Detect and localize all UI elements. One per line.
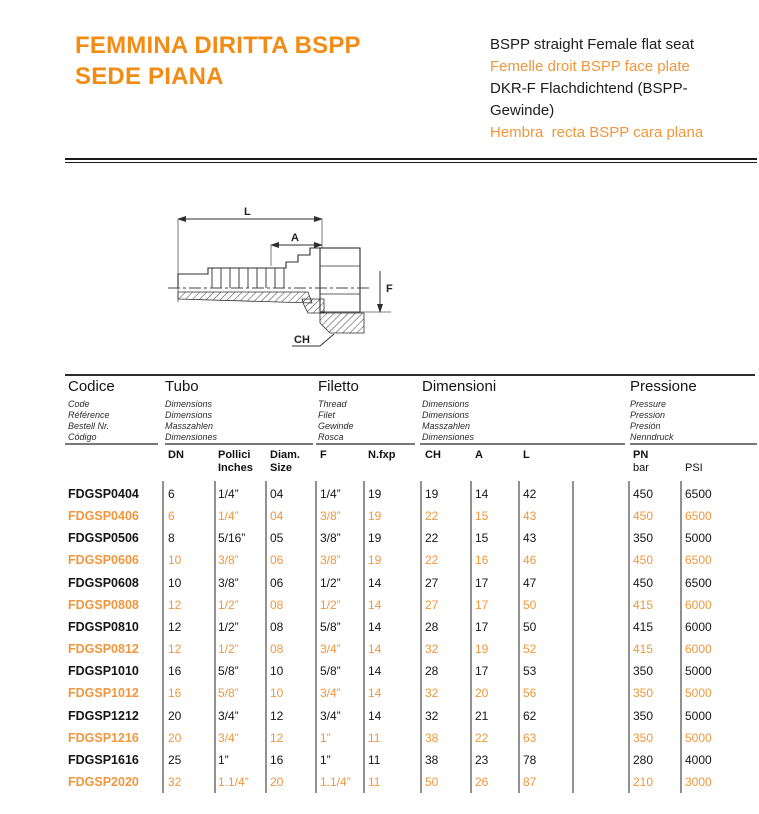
group-title: Filetto <box>318 378 359 395</box>
column-header-pn <box>633 449 649 475</box>
column-group-tubo <box>165 378 217 443</box>
subtitle-line: BSPP straight Female flat seat <box>490 36 694 53</box>
table-cell: 5000 <box>685 730 712 745</box>
table-cell: 20 <box>168 708 182 723</box>
table-cell: 14 <box>368 664 382 679</box>
table-row <box>0 771 759 793</box>
hatched-nut-section <box>320 313 364 333</box>
column-header-diam <box>270 449 300 475</box>
table-cell: 14 <box>368 619 382 634</box>
table-cell: 38 <box>425 752 439 767</box>
table-cell: 5/16” <box>218 531 246 546</box>
group-subtitle: Pression <box>630 410 666 420</box>
table-cell: 26 <box>475 774 489 789</box>
table-cell: 20 <box>475 686 489 701</box>
part-code: FDGSP0506 <box>68 531 139 546</box>
table-cell: 1/4” <box>218 509 239 524</box>
table-cell: 10 <box>168 553 182 568</box>
table-cell: 5/8” <box>218 686 239 701</box>
table-row <box>0 660 759 682</box>
table-cell: 210 <box>633 774 654 789</box>
part-code: FDGSP0608 <box>68 575 139 590</box>
table-cell: 3/4” <box>320 686 341 701</box>
table-cell: 6500 <box>685 509 712 524</box>
table-cell: 5000 <box>685 708 712 723</box>
table-cell: 350 <box>633 708 654 723</box>
table-row <box>0 549 759 571</box>
column-header-line1: A <box>475 449 483 461</box>
header-mid-rule <box>420 443 625 445</box>
table-cell: 17 <box>475 664 489 679</box>
table-cell: 450 <box>633 487 654 501</box>
column-header-pollici <box>218 449 253 475</box>
table-cell: 14 <box>368 686 382 701</box>
serration-lines <box>212 268 284 288</box>
table-cell: 415 <box>633 642 654 657</box>
table-cell: 6500 <box>685 575 712 590</box>
table-cell: 50 <box>523 619 537 634</box>
column-header-line1 <box>685 449 703 462</box>
table-cell: 47 <box>523 575 537 590</box>
table-row <box>0 572 759 594</box>
table-cell: 38 <box>425 730 439 745</box>
group-subtitle: Référence <box>68 410 110 420</box>
column-header-nfxp <box>368 449 396 462</box>
table-cell: 28 <box>425 619 439 634</box>
header-mid-rule <box>316 443 415 445</box>
table-cell: 15 <box>475 509 489 524</box>
table-cell: 32 <box>425 708 439 723</box>
group-subtitle: Dimensions <box>422 399 470 409</box>
table-cell: 5/8” <box>320 619 341 634</box>
table-cell: 11 <box>368 730 381 745</box>
table-cell: 415 <box>633 597 654 612</box>
part-code: FDGSP1616 <box>68 752 139 767</box>
table-cell: 27 <box>425 575 439 590</box>
table-cell: 5000 <box>685 686 712 701</box>
group-title: Dimensioni <box>422 378 497 395</box>
table-cell: 16 <box>475 553 489 568</box>
table-cell: 1/2” <box>320 597 341 612</box>
table-cell: 5000 <box>685 531 712 546</box>
table-cell: 16 <box>168 664 182 679</box>
table-cell: 350 <box>633 531 654 546</box>
table-cell: 3/8” <box>320 553 341 568</box>
table-row <box>0 749 759 771</box>
column-group-pressione <box>630 378 697 443</box>
group-title: Pressione <box>630 378 697 395</box>
page-title-line2: SEDE PIANA <box>75 63 224 90</box>
table-cell: 6000 <box>685 597 712 612</box>
column-header-line1: Diam. <box>270 449 300 461</box>
table-cell: 3/4” <box>218 730 239 745</box>
table-cell: 53 <box>523 664 537 679</box>
table-cell: 6000 <box>685 642 712 657</box>
table-cell: 10 <box>168 575 182 590</box>
table-row <box>0 505 759 527</box>
table-cell: 17 <box>475 619 489 634</box>
table-cell: 43 <box>523 509 537 524</box>
table-cell: 14 <box>368 642 382 657</box>
table-cell: 22 <box>425 553 439 568</box>
column-header-dn <box>168 449 184 462</box>
fitting-profile <box>178 248 320 288</box>
header-mid-rule <box>165 443 313 445</box>
table-cell: 63 <box>523 730 537 745</box>
table-cell: 08 <box>270 642 284 657</box>
group-subtitle: Rosca <box>318 432 344 442</box>
table-row <box>0 483 759 505</box>
table-cell: 8 <box>168 531 175 546</box>
table-cell: 14 <box>368 575 382 590</box>
table-cell: 11 <box>368 752 381 767</box>
table-cell: 04 <box>270 509 284 524</box>
group-subtitle: Nenndruck <box>630 432 674 442</box>
column-header-psi <box>685 449 703 475</box>
group-subtitle: Pressure <box>630 399 667 409</box>
table-cell: 1/2” <box>218 642 239 657</box>
table-cell: 12 <box>270 730 284 745</box>
page-title-line1: FEMMINA DIRITTA BSPP <box>75 32 361 59</box>
subtitle-line: Hembra recta BSPP cara plana <box>490 124 704 141</box>
column-header-line2: bar <box>633 462 649 474</box>
table-cell: 16 <box>270 752 284 767</box>
column-header-line1: L <box>523 449 530 461</box>
table-cell: 19 <box>368 487 382 501</box>
table-cell: 19 <box>475 642 489 657</box>
table-cell: 06 <box>270 553 284 568</box>
table-cell: 25 <box>168 752 182 767</box>
table-cell: 3/8” <box>218 575 239 590</box>
table-cell: 42 <box>523 487 537 501</box>
part-code: FDGSP1012 <box>68 686 139 701</box>
table-cell: 3/4” <box>320 642 341 657</box>
table-cell: 08 <box>270 619 284 634</box>
part-code: FDGSP1212 <box>68 708 139 723</box>
group-subtitle: Dimensiones <box>165 432 218 442</box>
table-cell: 6500 <box>685 487 712 501</box>
group-subtitle: Presión <box>630 421 661 431</box>
part-code: FDGSP0808 <box>68 597 139 612</box>
subtitle-line: Femelle droit BSPP face plate <box>490 58 690 75</box>
part-code: FDGSP2020 <box>68 774 139 789</box>
table-row <box>0 527 759 549</box>
table-cell: 3/8” <box>320 509 341 524</box>
table-cell: 22 <box>475 730 489 745</box>
table-cell: 32 <box>425 686 439 701</box>
table-cell: 04 <box>270 487 284 501</box>
table-cell: 87 <box>523 774 537 789</box>
table-cell: 19 <box>368 553 382 568</box>
group-subtitle: Código <box>68 432 97 442</box>
group-subtitle: Filet <box>318 410 336 420</box>
table-cell: 450 <box>633 509 654 524</box>
column-header-line2: Size <box>270 462 293 474</box>
table-cell: 1/4” <box>218 487 239 501</box>
table-cell: 10 <box>270 664 284 679</box>
part-code: FDGSP0404 <box>68 487 139 501</box>
table-cell: 450 <box>633 553 654 568</box>
column-group-codice <box>68 378 115 443</box>
table-cell: 1.1/4” <box>320 774 351 789</box>
table-cell: 1” <box>320 752 331 767</box>
table-cell: 12 <box>270 708 284 723</box>
group-subtitle: Dimensiones <box>422 432 475 442</box>
table-cell: 6 <box>168 509 175 524</box>
column-header-line1: F <box>320 449 327 461</box>
hex-nut <box>320 248 360 312</box>
table-row <box>0 705 759 727</box>
group-subtitle: Dimensions <box>165 399 213 409</box>
part-code: FDGSP1216 <box>68 730 139 745</box>
group-subtitle: Dimensions <box>165 410 213 420</box>
group-subtitle: Gewinde <box>318 421 354 431</box>
table-cell: 6 <box>168 487 175 501</box>
table-cell: 14 <box>368 708 382 723</box>
table-cell: 450 <box>633 575 654 590</box>
table-cell: 28 <box>425 664 439 679</box>
table-cell: 6500 <box>685 553 712 568</box>
table-cell: 17 <box>475 597 489 612</box>
table-cell: 19 <box>368 509 382 524</box>
group-subtitle: Dimensions <box>422 410 470 420</box>
hatched-collar <box>302 299 324 313</box>
column-header-a <box>475 449 483 462</box>
group-subtitle: Masszahlen <box>165 421 214 431</box>
column-header-line2: Inches <box>218 462 253 474</box>
table-cell: 11 <box>368 774 381 789</box>
table-cell: 23 <box>475 752 489 767</box>
table-cell: 5/8” <box>320 664 341 679</box>
part-code: FDGSP0810 <box>68 619 139 634</box>
column-group-filetto <box>318 378 359 443</box>
table-cell: 21 <box>475 708 489 723</box>
header-divider <box>65 158 757 163</box>
group-subtitle: Masszahlen <box>422 421 471 431</box>
group-title: Tubo <box>165 378 199 395</box>
technical-drawing <box>158 192 458 360</box>
table-cell: 12 <box>168 597 182 612</box>
header-mid-rule <box>65 443 158 445</box>
table-cell: 14 <box>368 597 382 612</box>
table-cell: 5000 <box>685 664 712 679</box>
table-cell: 06 <box>270 575 284 590</box>
column-header-line2: PSI <box>685 462 703 474</box>
extension-lines <box>178 219 322 302</box>
column-header-l <box>523 449 530 462</box>
subtitle-block <box>490 34 703 144</box>
table-cell: 78 <box>523 752 537 767</box>
table-cell: 1” <box>218 752 229 767</box>
table-cell: 350 <box>633 664 654 679</box>
table-cell: 3/8” <box>218 553 239 568</box>
part-code: FDGSP1010 <box>68 664 139 679</box>
group-title: Codice <box>68 378 115 395</box>
part-code: FDGSP0812 <box>68 642 139 657</box>
column-header-line1: CH <box>425 449 441 461</box>
table-cell: 19 <box>368 531 382 546</box>
table-top-rule <box>65 374 755 376</box>
column-header-f <box>320 449 327 462</box>
table-cell: 32 <box>425 642 439 657</box>
table-cell: 4000 <box>685 752 712 767</box>
table-cell: 3000 <box>685 774 712 789</box>
table-cell: 22 <box>425 531 439 546</box>
part-code: FDGSP0606 <box>68 553 139 568</box>
column-header-line1: N.fxp <box>368 449 396 461</box>
table-row <box>0 594 759 616</box>
table-cell: 6000 <box>685 619 712 634</box>
table-row <box>0 682 759 704</box>
table-cell: 3/8” <box>320 531 341 546</box>
part-code: FDGSP0406 <box>68 509 139 524</box>
table-cell: 15 <box>475 531 489 546</box>
column-group-dimensioni <box>422 378 496 443</box>
table-cell: 22 <box>425 509 439 524</box>
table-cell: 14 <box>475 487 489 501</box>
subtitle-line: Gewinde) <box>490 102 555 119</box>
table-cell: 1/2” <box>218 597 239 612</box>
group-subtitle: Code <box>68 399 90 409</box>
table-cell: 3/4” <box>320 708 341 723</box>
table-cell: 62 <box>523 708 537 723</box>
dim-label-CH: CH <box>294 334 310 346</box>
table-cell: 17 <box>475 575 489 590</box>
table-row <box>0 616 759 638</box>
table-cell: 20 <box>168 730 182 745</box>
header-mid-rule <box>630 443 757 445</box>
hatched-sleeve <box>178 292 312 303</box>
table-cell: 1/2” <box>218 619 239 634</box>
column-header-line1: DN <box>168 449 184 461</box>
table-row <box>0 638 759 660</box>
column-header-line1: PN <box>633 449 649 461</box>
table-cell: 1” <box>320 730 331 745</box>
column-header-ch <box>425 449 441 462</box>
table-cell: 1.1/4” <box>218 774 249 789</box>
table-cell: 46 <box>523 553 537 568</box>
table-cell: 1/2” <box>320 575 341 590</box>
table-cell: 415 <box>633 619 654 634</box>
table-cell: 52 <box>523 642 537 657</box>
table-cell: 56 <box>523 686 537 701</box>
table-cell: 50 <box>523 597 537 612</box>
dim-label-A: A <box>291 232 299 244</box>
table-cell: 50 <box>425 774 439 789</box>
table-row <box>0 727 759 749</box>
table-cell: 27 <box>425 597 439 612</box>
table-cell: 3/4” <box>218 708 239 723</box>
column-header-line1: Pollici <box>218 449 251 461</box>
table-cell: 20 <box>270 774 284 789</box>
table-cell: 350 <box>633 730 654 745</box>
dim-label-F: F <box>386 283 393 295</box>
table-cell: 08 <box>270 597 284 612</box>
table-cell: 5/8” <box>218 664 239 679</box>
table-cell: 280 <box>633 752 654 767</box>
table-cell: 43 <box>523 531 537 546</box>
table-cell: 19 <box>425 487 439 501</box>
table-cell: 16 <box>168 686 182 701</box>
dim-label-L: L <box>244 206 251 218</box>
page-title <box>75 30 361 92</box>
table-cell: 32 <box>168 774 182 789</box>
table-cell: 05 <box>270 531 284 546</box>
table-cell: 1/4” <box>320 487 341 501</box>
subtitle-line: DKR-F Flachdichtend (BSPP- <box>490 80 688 97</box>
table-cell: 10 <box>270 686 284 701</box>
table-cell: 12 <box>168 619 182 634</box>
table-cell: 12 <box>168 642 182 657</box>
table-cell: 350 <box>633 686 654 701</box>
group-subtitle: Thread <box>318 399 347 409</box>
group-subtitle: Bestell Nr. <box>68 421 110 431</box>
